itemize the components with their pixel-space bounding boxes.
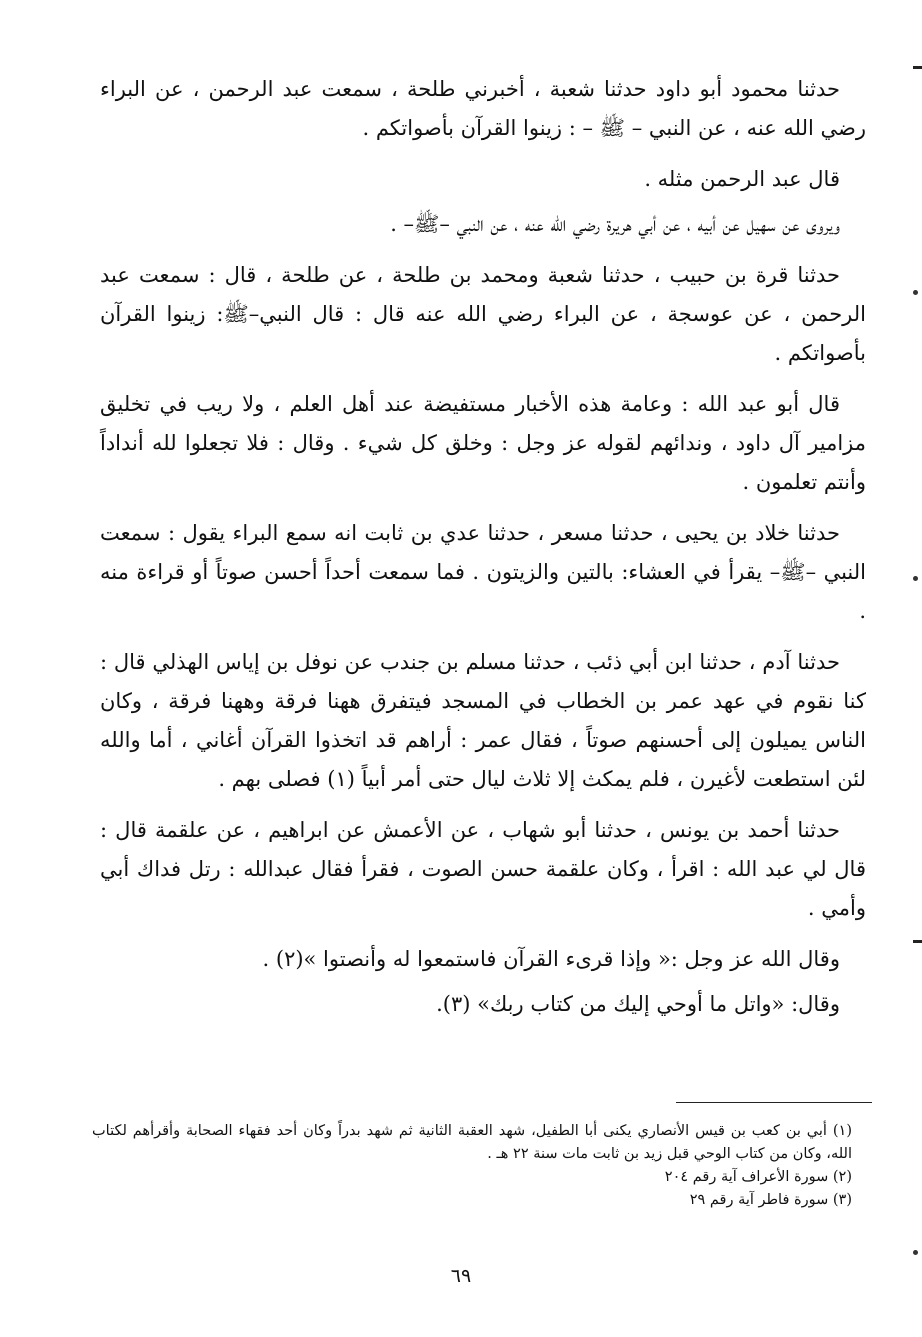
margin-tick-mark [913,66,922,69]
paragraph-adam: حدثنا آدم ، حدثنا ابن أبي ذئب ، حدثنا مسلم بن جندب عن نوفل بن إياس الهذلي قال : كنا نقوم في عهد عمر بن الخطاب في المسجد فيتفرق ههنا فرقة وههنا فرقة ، وكان الناس يميلون إلى أحسنهم صوتاً ، فقال عمر : أراهم قد اتخذوا القرآن أغاني ، أما والله لئن استطعت لأغيرن ، فلم يمكث إلا ثلاث ليال حتى أمر أبياً (١) فصلى بهم . [100,650,866,791]
paragraph-khallad: حدثنا خلاد بن يحيى ، حدثنا مسعر ، حدثنا عدي بن ثابت انه سمع البراء يقول : سمعت النبي –ﷺ– يقرأ في العشاء: بالتين والزيتون . فما سمعت أحداً أحسن صوتاً أو قراءة منه . [100,521,866,623]
margin-tick-mark [913,940,922,943]
paragraph-hadith-1: حدثنا محمود أبو داود حدثنا شعبة ، أخبرني طلحة ، سمعت عبد الرحمن ، عن البراء رضي الله عنه ، عن النبي – ﷺ – : زينوا القرآن بأصواتكم . [100,77,866,140]
footnote-divider [676,1102,872,1103]
margin-dot [913,290,918,295]
paragraph-quran-verse-2: وقال: «واتل ما أوحي إليك من كتاب ربك» (٣). [436,992,840,1016]
footnote-3: (٣) سورة فاطر آية رقم ٢٩ [689,1192,852,1208]
main-text [100,70,866,1030]
paragraph-qurra: حدثنا قرة بن حبيب ، حدثنا شعبة ومحمد بن طلحة ، عن طلحة ، قال : سمعت عبد الرحمن ، عن عوسجة ، عن البراء رضي الله عنه قال : قال النبي–ﷺ: زينوا القرآن بأصواتكم . [100,263,866,365]
footnote-2: (٢) سورة الأعراف آية رقم ٢٠٤ [664,1169,852,1185]
paragraph-quran-verse-1: وقال الله عز وجل :« وإذا قرىء القرآن فاستمعوا له وأنصتوا »(٢) . [262,947,840,971]
paragraph-ahmad: حدثنا أحمد بن يونس ، حدثنا أبو شهاب ، عن الأعمش عن ابراهيم ، عن علقمة قال : قال لي عبد الله : اقرأ ، وكان علقمة حسن الصوت ، فقرأ فقال عبدالله : رتل فداك أبي وأمي . [100,818,866,920]
paragraph-abu-abdullah: قال أبو عبد الله : وعامة هذه الأخبار مستفيضة عند أهل العلم ، ولا ريب في تخليق مزامير آل داود ، وندائهم لقوله عز وجل : وخلق كل شيء . وقال : فلا تجعلوا لله أنداداً وأنتم تعلمون . [100,392,866,494]
margin-dot [913,576,918,581]
margin-dot [913,1250,918,1255]
paragraph-abd-alrahman: قال عبد الرحمن مثله . [644,167,840,191]
paragraph-suhail: ويروى عن سهيل عن أبيه ، عن أبي هريرة رضي الله عنه ، عن النبي –ﷺ– . [390,212,840,236]
footnote-1: (١) أبي بن كعب بن قيس الأنصاري يكنى أبا الطفيل، شهد العقبة الثانية ثم شهد بدراً وكان أحد فقهاء الصحابة وأقرأهم لكتاب الله، وكان من كتاب الوحي قبل زيد بن ثابت مات سنة ٢٢ هـ . [92,1123,852,1162]
page-number: ٦٩ [450,1265,472,1287]
footnotes [92,1120,852,1212]
